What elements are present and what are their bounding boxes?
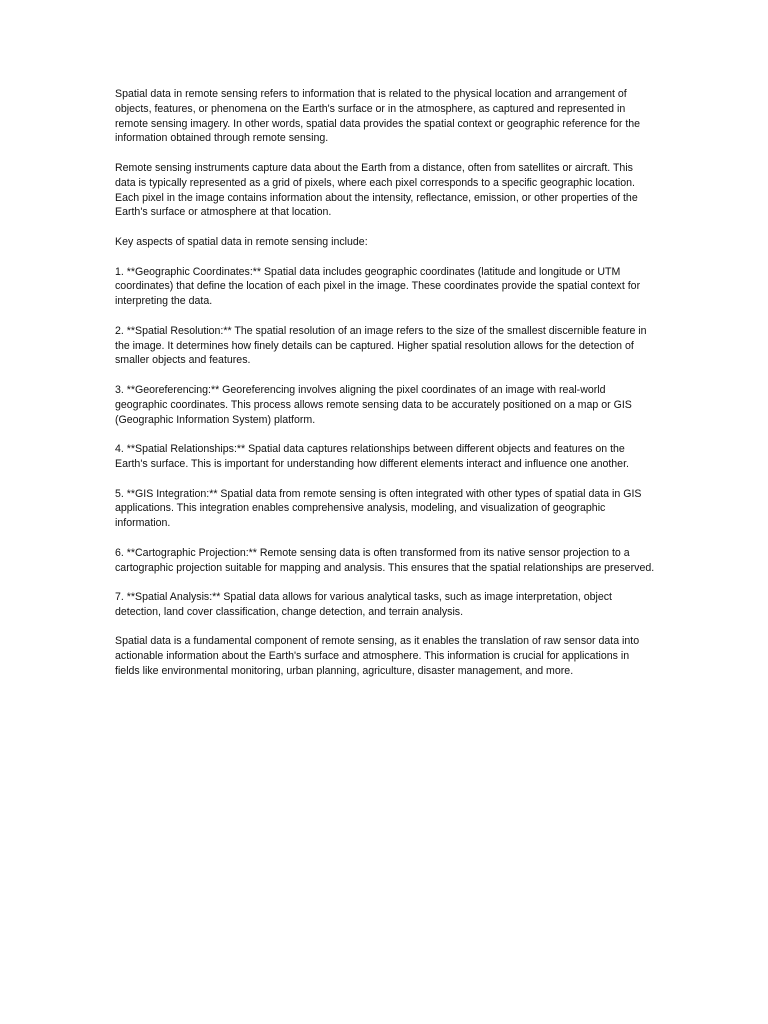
instruments-paragraph: Remote sensing instruments capture data about the Earth from a distance, often from satellites or aircraft. This data is typically represented as a grid of pixels, where each pixel corresponds to a specific geographic location. Each pixel in the image contains information about the intensity, reflectance, emission, or other properties of the Earth's surface or atmosphere at that location. (115, 161, 638, 219)
intro-paragraph: Spatial data in remote sensing refers to information that is related to the physical location and arrangement of objects, features, or phenomena on the Earth's surface or in the atmosphere, as captured and represented in remote sensing imagery. In other words, spatial data provides the spatial context or geographic reference for the information obtained through remote sensing. (115, 88, 641, 145)
key-aspects-heading: Key aspects of spatial data in remote sensing include: (115, 235, 368, 248)
list-item-cartographic-projection: 6. **Cartographic Projection:** Remote sensing data is often transformed from its native sensor projection to a cartographic projection suitable for mapping and analysis. This ensures that the spatial relationships are preserved. (115, 546, 655, 574)
list-item-spatial-resolution: 2. **Spatial Resolution:** The spatial resolution of an image refers to the size of the smallest discernible feature in the image. It determines how finely details can be captured. Higher spatial resolution allows for the detection of smaller objects and features. (115, 324, 647, 367)
list-item-spatial-analysis: 7. **Spatial Analysis:** Spatial data allows for various analytical tasks, such as image interpretation, object detection, land cover classification, change detection, and terrain analysis. (115, 591, 612, 618)
document-body (115, 87, 655, 679)
conclusion-paragraph: Spatial data is a fundamental component of remote sensing, as it enables the translation of raw sensor data into actionable information about the Earth's surface and atmosphere. This information is crucial for applications in fields like environmental monitoring, urban planning, agriculture, disaster management, and more. (115, 635, 640, 678)
list-item-georeferencing: 3. **Georeferencing:** Georeferencing involves aligning the pixel coordinates of an image with real-world geographic coordinates. This process allows remote sensing data to be accurately positioned on a map or GIS (Geographic Information System) platform. (115, 383, 632, 426)
list-item-geographic-coordinates: 1. **Geographic Coordinates:** Spatial data includes geographic coordinates (latitude and longitude or UTM coordinates) that define the location of each pixel in the image. These coordinates provide the spatial context for interpreting the data. (115, 265, 641, 308)
list-item-gis-integration: 5. **GIS Integration:** Spatial data from remote sensing is often integrated with other types of spatial data in GIS applications. This integration enables comprehensive analysis, modeling, and visualization of geographic information. (115, 487, 642, 530)
list-item-spatial-relationships: 4. **Spatial Relationships:** Spatial data captures relationships between different objects and features on the Earth's surface. This is important for understanding how different elements interact and influence one another. (115, 443, 629, 470)
